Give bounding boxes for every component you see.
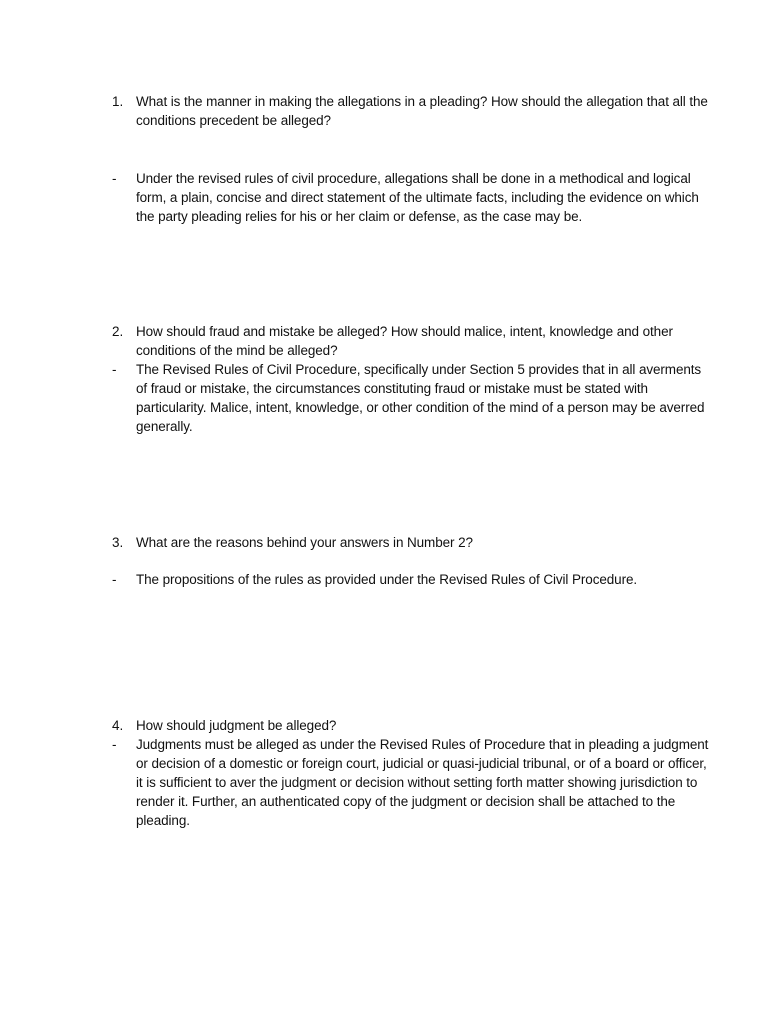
question-number: 4. (112, 718, 124, 733)
question-number: 1. (112, 94, 124, 109)
answer-text: The propositions of the rules as provided under the Revised Rules of Civil Procedure. (136, 572, 638, 587)
question-text: What is the manner in making the allegations in a pleading? How should the allegation that all the conditions precedent be alleged? (136, 94, 708, 128)
answer-text: The Revised Rules of Civil Procedure, specifically under Section 5 provides that in all averments of fraud or mistake, the circumstances constituting fraud or mistake must be stated with particularity. Malice, intent, knowledge, or other condition of the mind of a person may be averred generally. (136, 362, 705, 434)
answer-bullet: - (112, 737, 117, 752)
answer-bullet: - (112, 171, 117, 186)
answer-text: Judgments must be alleged as under the Revised Rules of Procedure that in pleading a judgment or decision of a domestic or foreign court, judicial or quasi-judicial tribunal, or of a board or officer, it is sufficient to aver the judgment or decision without setting forth matter showing jurisdiction to render it. Further, an authenticated copy of the judgment or decision shall be attached to the pleading. (136, 737, 709, 828)
question-number: 2. (112, 324, 124, 339)
question-text: What are the reasons behind your answers in Number 2? (136, 535, 473, 550)
answer-text: Under the revised rules of civil procedure, allegations shall be done in a methodical and logical form, a plain, concise and direct statement of the ultimate facts, including the evidence on which the party pleading relies for his or her claim or defense, as the case may be. (136, 171, 699, 224)
question-text: How should fraud and mistake be alleged? How should malice, intent, knowledge and other conditions of the mind be alleged? (136, 324, 673, 358)
question-number: 3. (112, 535, 124, 550)
answer-bullet: - (112, 572, 117, 587)
question-text: How should judgment be alleged? (136, 718, 337, 733)
answer-bullet: - (112, 362, 117, 377)
